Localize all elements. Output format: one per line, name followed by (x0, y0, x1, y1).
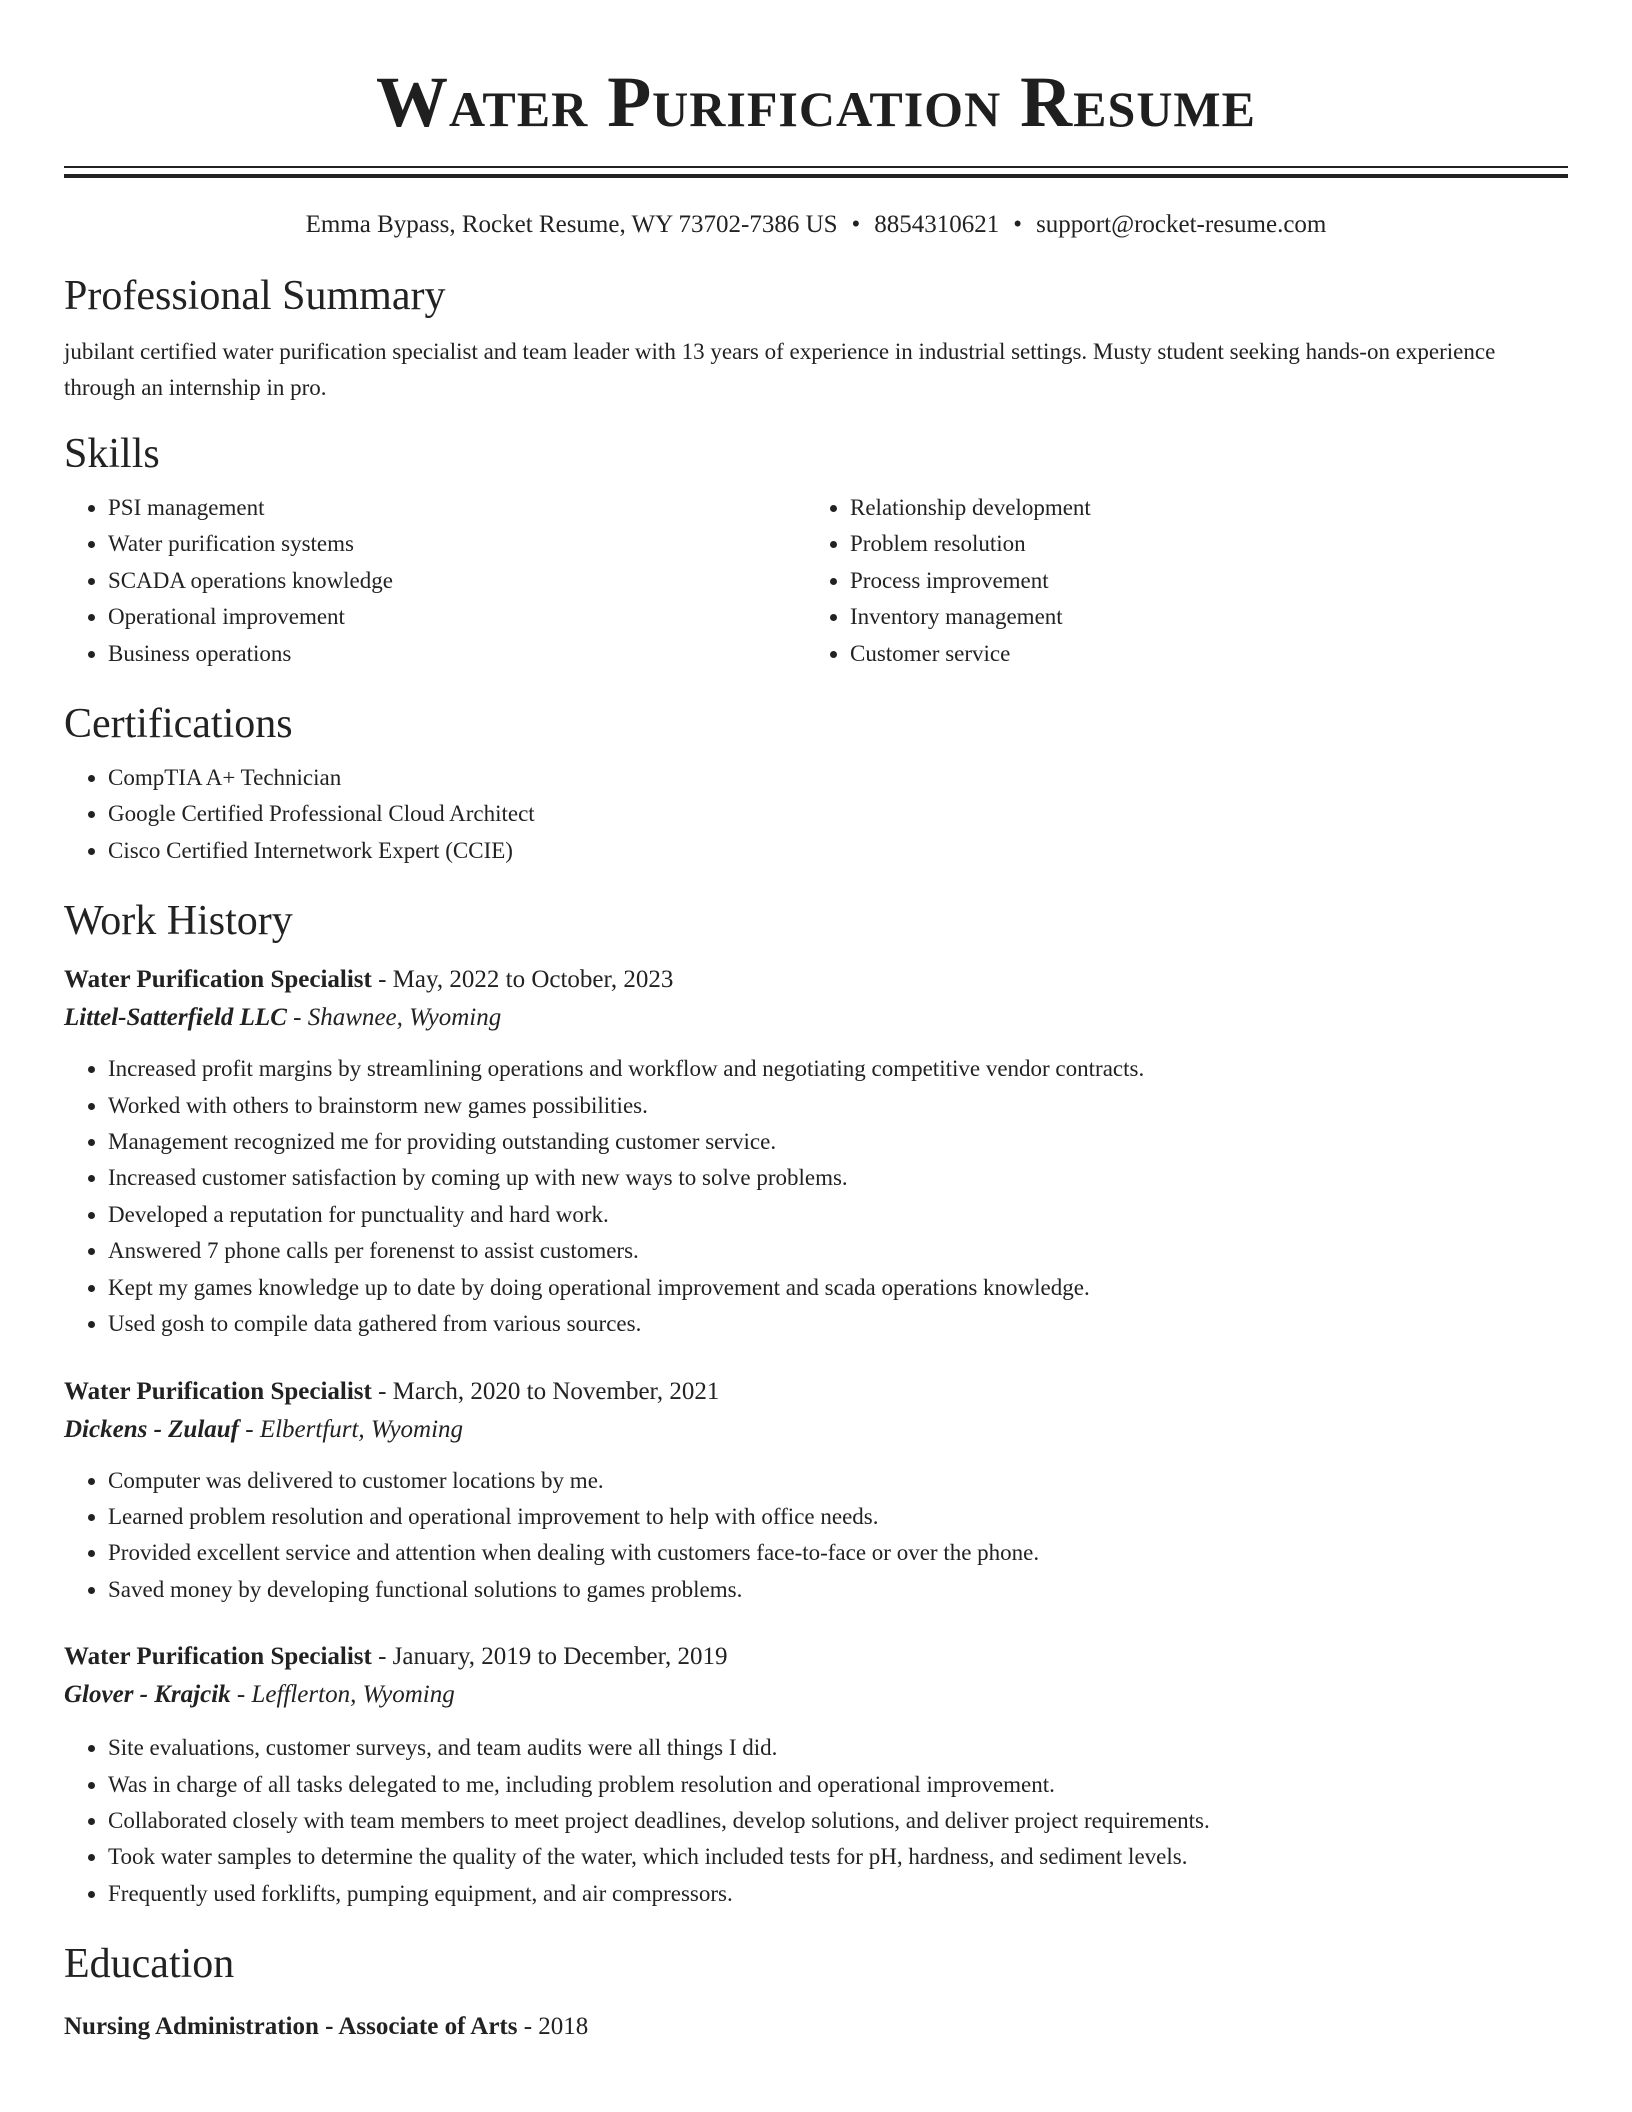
job-entry (64, 1373, 1568, 1609)
job-bullet: • Used gosh to compile data gathered from various sources. (108, 1306, 1568, 1342)
job-company: Littel-Satterfield LLC (64, 1004, 287, 1032)
contact-email: support@rocket-resume.com (1036, 211, 1327, 238)
job-bullets (64, 1463, 1568, 1609)
job-title: Water Purification Specialist (64, 1377, 372, 1405)
contact-separator: • (1013, 211, 1023, 238)
summary-text: jubilant certified water purification specialist and team leader with 13 years of experience in industrial settings. Musty student seeking hands-on experience through an internship in pro. (64, 339, 1496, 400)
job-title-line (64, 1373, 1568, 1411)
title-divider-thick (64, 174, 1568, 178)
title-divider-thin (64, 166, 1568, 168)
job-location: - Elbertfurt, Wyoming (239, 1415, 464, 1443)
job-dates: - January, 2019 to December, 2019 (371, 1643, 728, 1671)
contact-line (64, 208, 1568, 242)
job-bullet: • Increased customer satisfaction by coming up with new ways to solve problems. (108, 1160, 1568, 1196)
job-bullet: • Computer was delivered to customer locations by me. (108, 1463, 1568, 1499)
contact-address: Emma Bypass, Rocket Resume, WY 73702-7386 US (305, 211, 838, 238)
summary-heading: Professional Summary (64, 273, 446, 319)
skill-item: • Business operations (108, 636, 806, 672)
education-heading: Education (64, 1941, 235, 1988)
job-bullets (64, 1730, 1568, 1912)
resume-page (64, 0, 1568, 2046)
job-location: - Lefflerton, Wyoming (230, 1681, 455, 1709)
certifications-section (64, 698, 1568, 869)
work-history-section (64, 895, 1568, 1912)
skills-list-right (806, 490, 1550, 672)
job-company: Glover - Krajcik (64, 1681, 231, 1709)
job-bullet: • Site evaluations, customer surveys, and team audits were all things I did. (108, 1730, 1568, 1766)
summary-section (64, 270, 1568, 406)
contact-phone: 8854310621 (874, 211, 1000, 238)
job-title: Water Purification Specialist (64, 1643, 372, 1671)
certification-item: • Google Certified Professional Cloud Architect (108, 796, 1568, 832)
skill-item: • Inventory management (850, 599, 1550, 635)
job-bullets (64, 1051, 1568, 1342)
job-bullet: • Learned problem resolution and operational improvement to help with office needs. (108, 1499, 1568, 1535)
job-title-line (64, 1638, 1568, 1676)
job-bullet: • Saved money by developing functional solutions to games problems. (108, 1572, 1568, 1608)
skill-item: • Customer service (850, 636, 1550, 672)
job-bullet: • Was in charge of all tasks delegated to me, including problem resolution and operational improvement. (108, 1767, 1568, 1803)
job-bullet: • Worked with others to brainstorm new games possibilities. (108, 1088, 1568, 1124)
certification-item: • CompTIA A+ Technician (108, 760, 1568, 796)
resume-title: Water Purification Resume (376, 62, 1256, 142)
skill-item: • Problem resolution (850, 526, 1550, 562)
job-dates: - May, 2022 to October, 2023 (371, 966, 674, 994)
education-entry (64, 2008, 1568, 2046)
job-company-line (64, 999, 1568, 1037)
certification-item: • Cisco Certified Internetwork Expert (CCIE) (108, 833, 1568, 869)
skill-item: • Process improvement (850, 563, 1550, 599)
job-bullet: • Collaborated closely with team members to meet project deadlines, develop solutions, and deliver project requirements. (108, 1803, 1568, 1839)
job-entry (64, 1638, 1568, 1912)
job-bullet: • Answered 7 phone calls per forenenst to assist customers. (108, 1233, 1568, 1269)
job-company: Dickens - Zulauf (64, 1415, 239, 1443)
certifications-heading: Certifications (64, 701, 293, 748)
work-history-heading: Work History (64, 898, 293, 945)
contact-separator: • (851, 211, 861, 238)
skill-item: • PSI management (108, 490, 806, 526)
job-entry (64, 961, 1568, 1342)
job-bullet: • Took water samples to determine the quality of the water, which included tests for pH, hardness, and sediment levels. (108, 1839, 1568, 1875)
job-location: - Shawnee, Wyoming (286, 1004, 502, 1032)
job-bullet: • Developed a reputation for punctuality and hard work. (108, 1197, 1568, 1233)
education-year: - 2018 (517, 2013, 589, 2041)
job-bullet: • Kept my games knowledge up to date by doing operational improvement and scada operations knowledge. (108, 1270, 1568, 1306)
skills-section (64, 428, 1568, 672)
skill-item: • Operational improvement (108, 599, 806, 635)
certifications-list (64, 760, 1568, 869)
job-company-line (64, 1676, 1568, 1714)
skills-heading: Skills (64, 431, 160, 477)
job-bullet: • Increased profit margins by streamlining operations and workflow and negotiating competitive vendor contracts. (108, 1051, 1568, 1087)
skill-item: • Water purification systems (108, 526, 806, 562)
skills-list-left (64, 490, 806, 672)
job-title-line (64, 961, 1568, 999)
job-bullet: • Management recognized me for providing outstanding customer service. (108, 1124, 1568, 1160)
skills-columns (64, 490, 1568, 672)
job-company-line (64, 1411, 1568, 1449)
job-bullet: • Frequently used forklifts, pumping equipment, and air compressors. (108, 1876, 1568, 1912)
job-title: Water Purification Specialist (64, 966, 372, 994)
education-degree: Nursing Administration - Associate of Arts (64, 2013, 518, 2041)
education-section (64, 1938, 1568, 2046)
skill-item: • Relationship development (850, 490, 1550, 526)
skill-item: • SCADA operations knowledge (108, 563, 806, 599)
job-bullet: • Provided excellent service and attention when dealing with customers face-to-face or over the phone. (108, 1535, 1568, 1571)
job-dates: - March, 2020 to November, 2021 (371, 1377, 720, 1405)
